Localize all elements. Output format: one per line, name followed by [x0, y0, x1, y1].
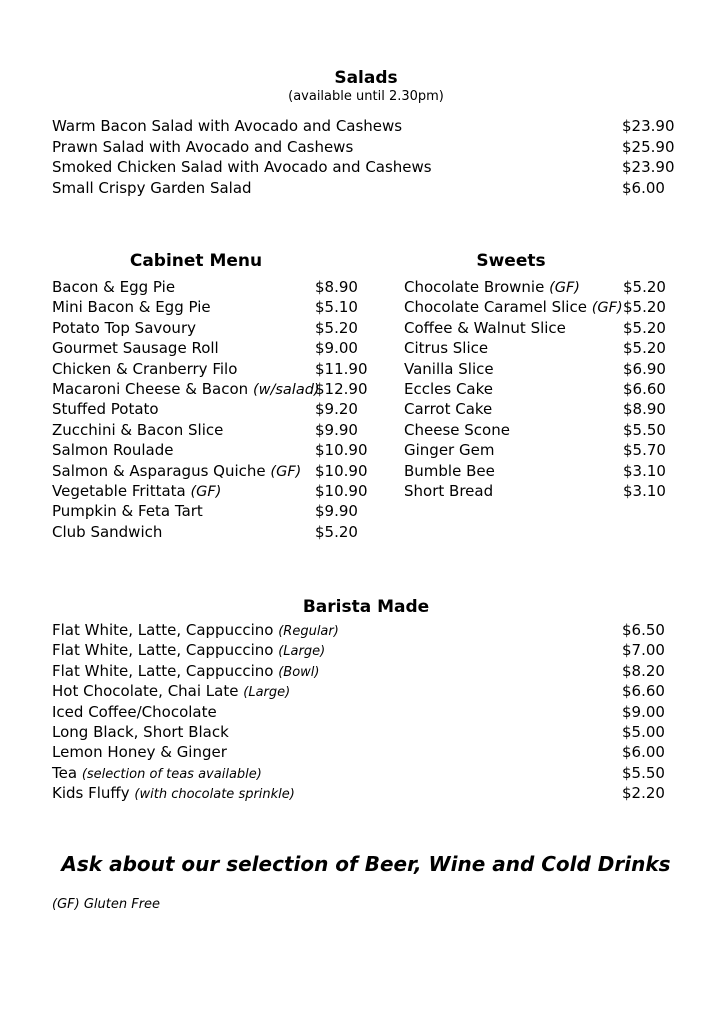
- menu-item-label: Flat White, Latte, Cappuccino: [52, 661, 274, 680]
- menu-item: [0, 722, 724, 742]
- menu-item-name: [52, 722, 229, 742]
- menu-item-label: Coffee & Walnut Slice: [404, 318, 566, 337]
- menu-item-price: $23.90: [622, 158, 675, 176]
- menu-item-price: $5.70: [623, 441, 666, 460]
- menu-item-price: $5.20: [315, 318, 358, 337]
- menu-item-name: [52, 783, 295, 805]
- menu-item: [0, 440, 724, 460]
- menu-item-note: (w/salad): [252, 382, 320, 398]
- menu-item: [0, 783, 724, 803]
- menu-item-label: Club Sandwich: [52, 522, 163, 541]
- menu-item-name: [52, 681, 290, 703]
- menu-item-note: (with chocolate sprinkle): [134, 787, 295, 803]
- menu-item-note: (Large): [278, 644, 326, 660]
- menu-item-price: $5.00: [622, 723, 665, 741]
- menu-item-price: $10.90: [315, 482, 368, 500]
- menu-item-name: [404, 379, 493, 399]
- menu-item-name: [52, 763, 262, 785]
- menu-item-label: Zucchini & Bacon Slice: [52, 420, 224, 439]
- menu-item-label: Vanilla Slice: [404, 359, 494, 378]
- menu-item: [0, 763, 724, 783]
- menu-item-name: [404, 277, 580, 298]
- gluten-free-footnote: (GF) Gluten Free: [52, 897, 161, 912]
- menu-item: [0, 640, 724, 660]
- menu-item: [0, 702, 724, 722]
- menu-item-label: Pumpkin & Feta Tart: [52, 502, 203, 521]
- menu-item-price: $3.10: [623, 461, 666, 480]
- menu-item: [0, 277, 724, 297]
- menu-item-price: $5.50: [622, 763, 665, 782]
- menu-item-price: $5.20: [623, 318, 666, 337]
- menu-item-label: Kids Fluffy: [52, 784, 130, 803]
- menu-item: [0, 461, 724, 481]
- menu-item-price: $6.50: [622, 621, 665, 639]
- menu-item: [0, 338, 724, 358]
- menu-item-name: [404, 338, 488, 358]
- menu-item-note: (GF): [549, 280, 580, 296]
- menu-item: [0, 742, 724, 762]
- menu-item-name: [52, 742, 227, 762]
- menu-item-name: [52, 702, 217, 722]
- menu-item-label: Tea: [52, 763, 78, 782]
- menu-item-name: [404, 318, 566, 338]
- menu-item-label: Bacon & Egg Pie: [52, 278, 176, 296]
- menu-item: [0, 116, 724, 136]
- menu-item-label: Smoked Chicken Salad with Avocado and Cashews: [52, 158, 432, 176]
- menu-item-price: $5.10: [315, 298, 358, 317]
- menu-item-label: Bumble Bee: [404, 461, 495, 480]
- menu-item-name: [404, 399, 492, 419]
- menu-item: [0, 318, 724, 338]
- menu-item: [0, 501, 724, 521]
- menu-item-name: [52, 116, 402, 136]
- menu-item-label: Flat White, Latte, Cappuccino: [52, 641, 274, 660]
- menu-item-label: Chocolate Brownie: [404, 278, 545, 296]
- menu-item-label: Vegetable Frittata: [52, 482, 186, 500]
- menu-item: [0, 420, 724, 440]
- menu-item-label: Hot Chocolate, Chai Late: [52, 682, 239, 701]
- menu-item-label: Short Bread: [404, 482, 494, 500]
- menu-item-label: Chocolate Caramel Slice: [404, 298, 587, 317]
- menu-item-label: Citrus Slice: [404, 339, 489, 358]
- menu-item-name: [52, 157, 432, 177]
- menu-item-name: [404, 440, 494, 460]
- menu-item: [0, 481, 724, 501]
- menu-item-name: [52, 501, 203, 521]
- menu-item-price: $9.90: [315, 420, 358, 439]
- menu-item-price: $9.20: [315, 400, 358, 419]
- menu-item-label: Warm Bacon Salad with Avocado and Cashews: [52, 117, 403, 135]
- menu-item-price: $9.00: [315, 339, 358, 358]
- menu-item-price: $6.00: [622, 178, 665, 197]
- menu-item-label: Carrot Cake: [404, 400, 493, 419]
- menu-item-price: $6.90: [623, 359, 666, 378]
- menu-item-price: $11.90: [315, 359, 368, 378]
- menu-item-name: [404, 481, 493, 501]
- menu-item-label: Small Crispy Garden Salad: [52, 178, 252, 197]
- menu-item: [0, 661, 724, 681]
- menu-item-label: Flat White, Latte, Cappuccino: [52, 621, 274, 639]
- menu-item-price: $9.90: [315, 502, 358, 521]
- menu-item-name: [404, 461, 495, 481]
- menu-item-name: [52, 661, 319, 683]
- menu-item: [0, 522, 724, 542]
- menu-item-name: [52, 178, 252, 198]
- menu-item: [0, 359, 724, 379]
- menu-item-label: Chicken & Cranberry Filo: [52, 359, 238, 378]
- menu-item: [0, 681, 724, 701]
- menu-item: [0, 157, 724, 177]
- menu-item-price: $7.00: [622, 641, 665, 660]
- menu-item-price: $6.00: [622, 743, 665, 762]
- menu-item-label: Iced Coffee/Chocolate: [52, 702, 217, 721]
- menu-item-label: Macaroni Cheese & Bacon: [52, 380, 249, 398]
- menu-item-price: $2.20: [622, 784, 665, 803]
- menu-item-price: $10.90: [315, 461, 368, 480]
- menu-item-label: Salmon Roulade: [52, 441, 174, 460]
- menu-item-price: $5.20: [623, 339, 666, 358]
- menu-item-label: Lemon Honey & Ginger: [52, 743, 227, 762]
- menu-item-note: (GF): [591, 300, 623, 317]
- drinks-promo: Ask about our selection of Beer, Wine and Cold Drinks: [61, 852, 671, 876]
- menu-item-note: (Regular): [278, 624, 339, 639]
- menu-item-price: $5.20: [623, 298, 666, 317]
- menu-item-price: $9.00: [622, 702, 665, 721]
- menu-item-label: Potato Top Savoury: [52, 318, 196, 337]
- menu-item-price: $5.50: [623, 420, 666, 439]
- menu-item-price: $8.90: [315, 278, 358, 296]
- menu-item-label: Eccles Cake: [404, 380, 493, 398]
- menu-item-label: Prawn Salad with Avocado and Cashews: [52, 137, 354, 156]
- salads-subtitle: (available until 2.30pm): [288, 89, 444, 104]
- menu-item-price: $5.20: [623, 278, 666, 296]
- menu-item-name: [404, 359, 494, 379]
- menu-item-label: Long Black, Short Black: [52, 723, 229, 741]
- menu-item-price: $8.20: [622, 661, 665, 680]
- menu-item-name: [52, 522, 162, 542]
- menu-item-price: $5.20: [315, 522, 358, 541]
- menu-item-note: (GF): [270, 463, 302, 480]
- menu-item-name: [52, 137, 353, 157]
- menu-item-price: $10.90: [315, 441, 368, 460]
- menu-item-price: $23.90: [622, 117, 675, 135]
- salads-title: Salads: [334, 68, 398, 88]
- menu-item-price: $6.60: [622, 682, 665, 701]
- cabinet-title: Cabinet Menu: [129, 251, 263, 271]
- menu-item-price: $6.60: [623, 380, 666, 398]
- menu-item-price: $8.90: [623, 400, 666, 419]
- menu-item: [0, 297, 724, 317]
- menu-item-price: $12.90: [315, 380, 368, 398]
- menu-item-name: [52, 620, 339, 642]
- menu-item-note: (GF): [190, 484, 222, 500]
- menu-item-label: Ginger Gem: [404, 441, 495, 460]
- menu-item: [0, 620, 724, 640]
- menu-item: [0, 379, 724, 399]
- menu-item: [0, 399, 724, 419]
- menu-item: [0, 137, 724, 157]
- menu-item-label: Stuffed Potato: [52, 400, 159, 419]
- menu-item-name: [52, 640, 325, 662]
- menu-item-label: Mini Bacon & Egg Pie: [52, 298, 211, 317]
- menu-item-label: Cheese Scone: [404, 420, 510, 439]
- menu-item-price: $25.90: [622, 137, 675, 156]
- menu-item-note: (Bowl): [278, 664, 320, 680]
- menu-item-label: Salmon & Asparagus Quiche: [52, 461, 266, 480]
- menu-item-note: (selection of teas available): [81, 766, 262, 782]
- menu-item-note: (Large): [243, 685, 291, 701]
- menu-item-label: Gourmet Sausage Roll: [52, 339, 219, 358]
- menu-item-name: [404, 420, 510, 440]
- menu-item-price: $3.10: [623, 482, 666, 500]
- sweets-title: Sweets: [476, 251, 546, 271]
- menu-item: [0, 178, 724, 198]
- barista-title: Barista Made: [302, 597, 430, 617]
- menu-item-name: [404, 297, 623, 318]
